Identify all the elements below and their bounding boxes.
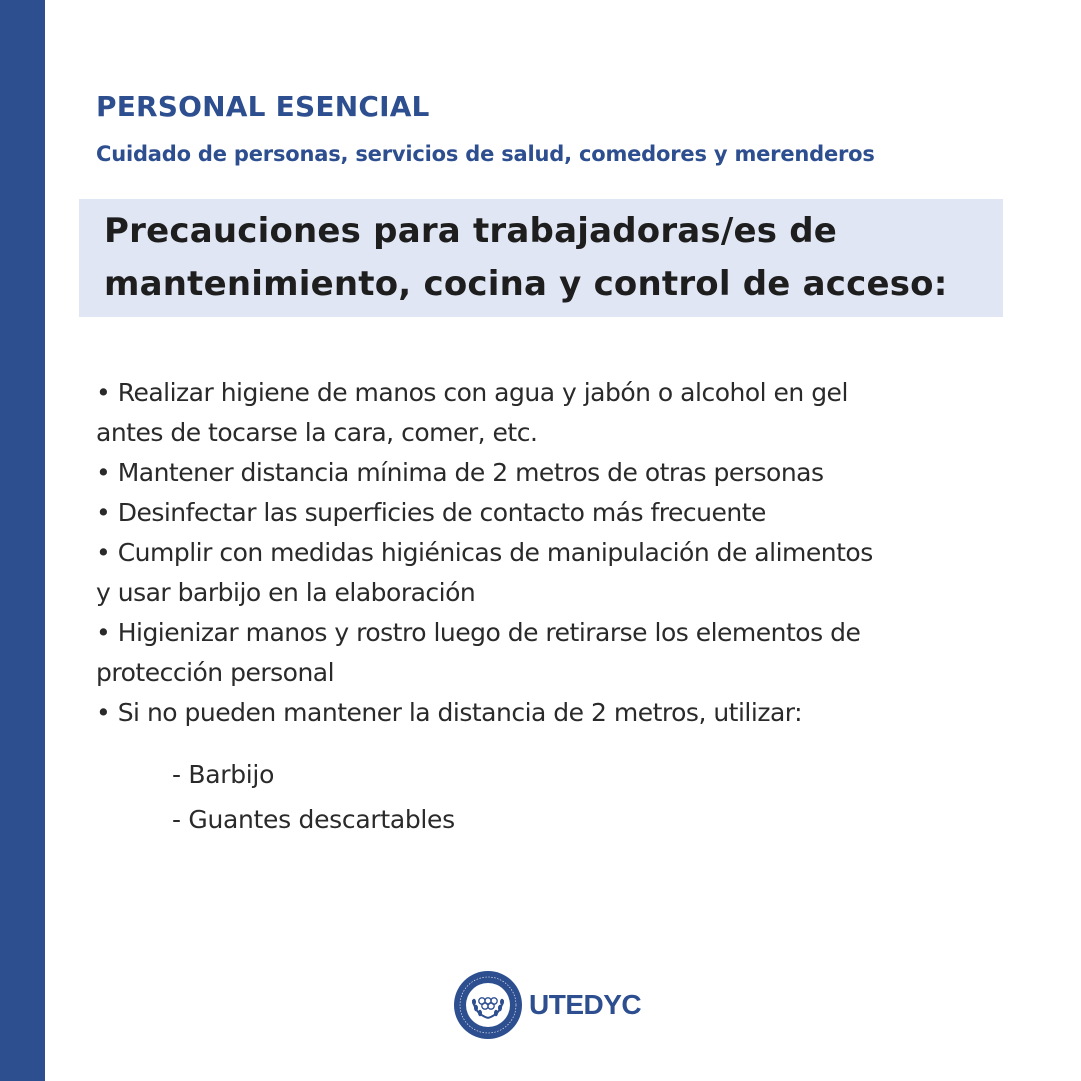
precaution-line: • Desinfectar las superficies de contacto más frecuente xyxy=(96,498,766,527)
utedyc-logo xyxy=(453,970,641,1040)
precaution-line: protección personal xyxy=(96,658,335,687)
title-box xyxy=(79,199,1003,317)
precautions-list xyxy=(96,373,1026,733)
precaution-line: • Cumplir con medidas higiénicas de manipulación de alimentos xyxy=(96,538,873,567)
title-line: Precauciones para trabajadoras/es de xyxy=(104,211,838,251)
protection-items-list xyxy=(172,752,455,842)
precaution-line: • Mantener distancia mínima de 2 metros de otras personas xyxy=(96,458,824,487)
precaution-line: • Realizar higiene de manos con agua y jabón o alcohol en gel xyxy=(96,378,848,407)
protection-item: - Guantes descartables xyxy=(172,805,455,834)
brand-name: UTEDYC xyxy=(529,989,642,1020)
section-kicker: PERSONAL ESENCIAL xyxy=(96,90,430,123)
side-accent-bar xyxy=(0,0,45,1081)
title-line: mantenimiento, cocina y control de acceso: xyxy=(104,264,948,304)
section-subheading: Cuidado de personas, servicios de salud, comedores y merenderos xyxy=(96,142,875,166)
precaution-line: y usar barbijo en la elaboración xyxy=(96,578,476,607)
protection-item: - Barbijo xyxy=(172,760,275,789)
precaution-line: antes de tocarse la cara, comer, etc. xyxy=(96,418,538,447)
precaution-line: • Si no pueden mantener la distancia de 2 metros, utilizar: xyxy=(96,698,803,727)
laurel-seal-icon xyxy=(453,970,523,1040)
precaution-line: • Higienizar manos y rostro luego de retirarse los elementos de xyxy=(96,618,861,647)
